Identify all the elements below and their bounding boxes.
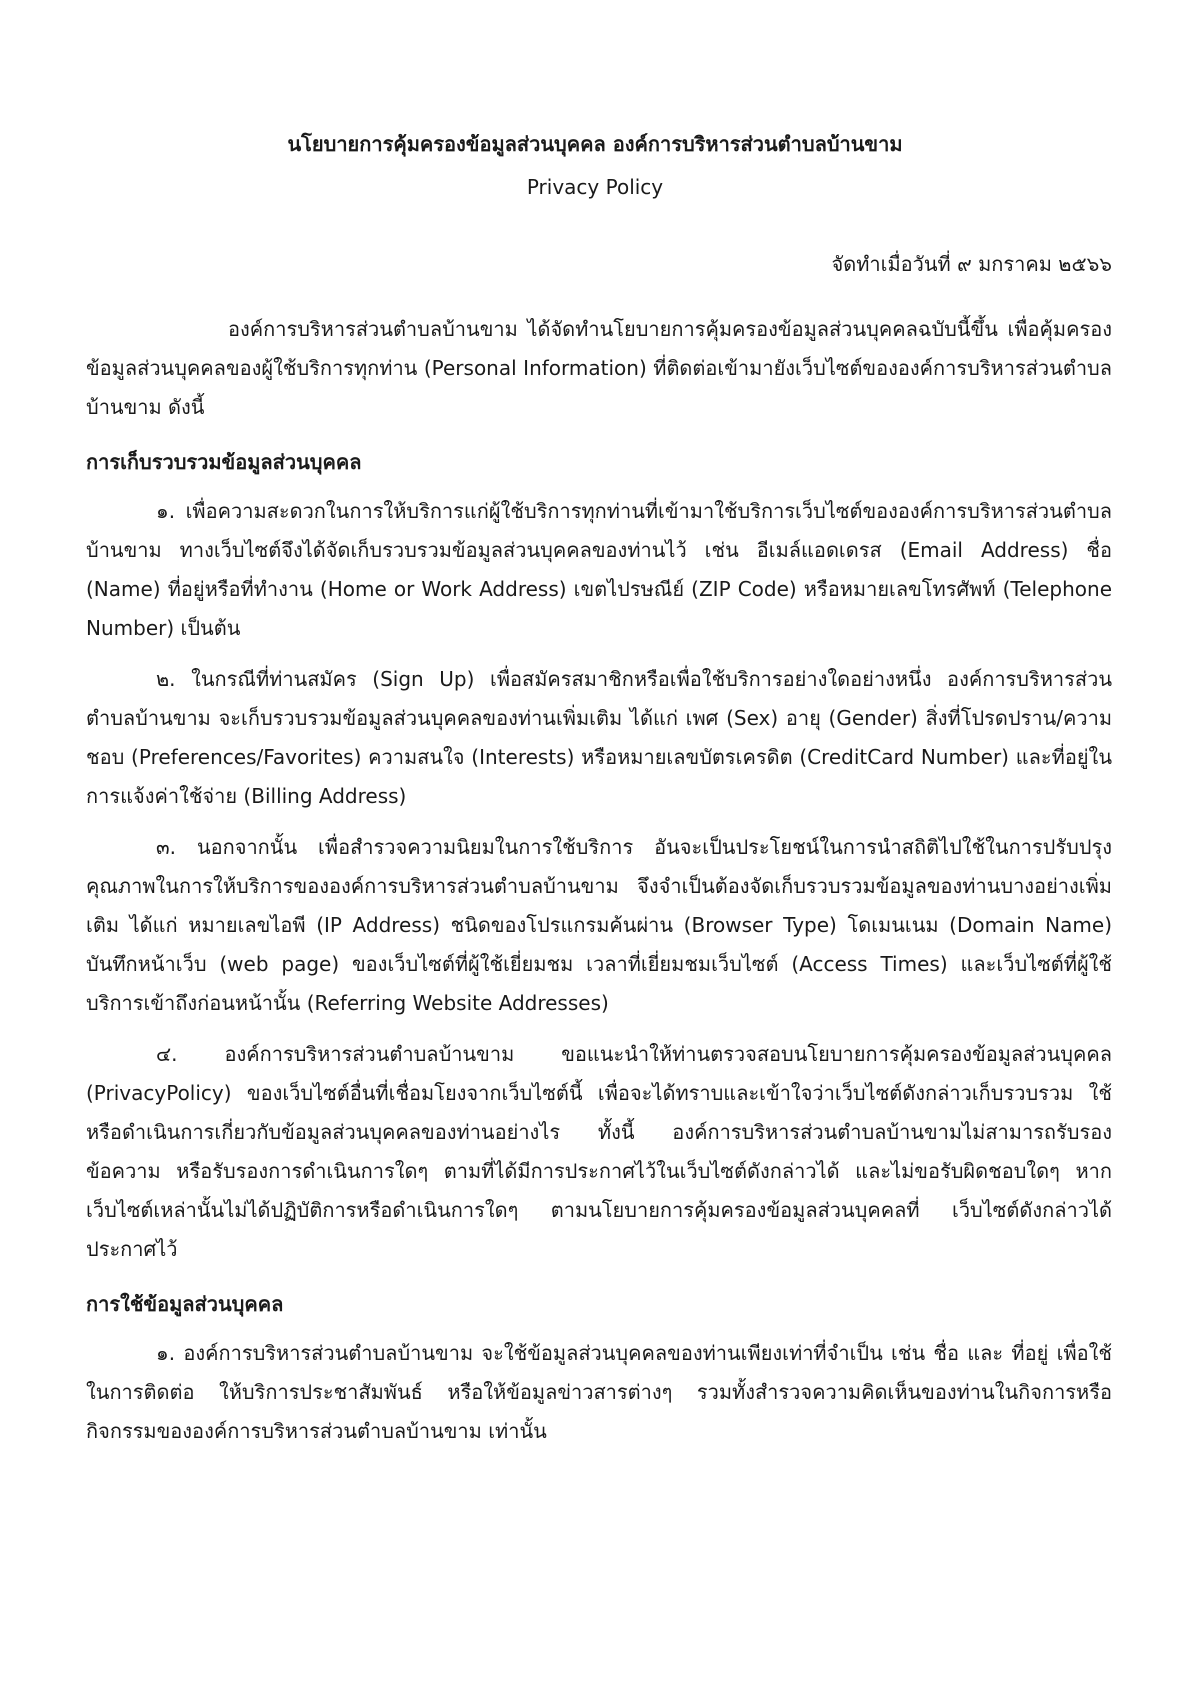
section-heading-usage: การใช้ข้อมูลส่วนบุคคล (86, 1292, 284, 1316)
collection-item-2: ๒. ในกรณีที่ท่านสมัคร (Sign Up) เพื่อสมัครสมาชิกหรือเพื่อใช้บริการอย่างใดอย่างหนึ่ง องค์การบริหารส่วนตำบลบ้านขาม จะเก็บรวบรวมข้อมูลส่วนบุคคลของท่านเพิ่มเติม ได้แก่ เพศ (Sex) อายุ (Gender) สิ่งที่โปรดปราน/ความชอบ (Preferences/Favorites) ความสนใจ (Interests) หรือหมายเลขบัตรเครดิต (CreditCard Number) และที่อยู่ในการแจ้งค่าใช้จ่าย (Billing Address) (86, 667, 1112, 808)
document-date: จัดทำเมื่อวันที่ ๙ มกราคม ๒๕๖๖ (831, 252, 1112, 276)
usage-item-1: ๑. องค์การบริหารส่วนตำบลบ้านขาม จะใช้ข้อมูลส่วนบุคคลของท่านเพียงเท่าที่จำเป็น เช่น ชื่อ และ ที่อยู่ เพื่อใช้ในการติดต่อ ให้บริการประชาสัมพันธ์ หรือให้ข้อมูลข่าวสารต่างๆ รวมทั้งสำรวจความคิดเห็นของท่านในกิจการหรือกิจกรรมขององค์การบริหารส่วนตำบลบ้านขาม เท่านั้น (86, 1341, 1112, 1443)
collection-item-3: ๓. นอกจากนั้น เพื่อสำรวจความนิยมในการใช้บริการ อันจะเป็นประโยชน์ในการนำสถิติไปใช้ในการปรับปรุงคุณภาพในการให้บริการขององค์การบริหารส่วนตำบลบ้านขาม จึงจำเป็นต้องจัดเก็บรวบรวมข้อมูลของท่านบางอย่างเพิ่มเติม ได้แก่ หมายเลขไอพี (IP Address) ชนิดของโปรแกรมค้นผ่าน (Browser Type) โดเมนเนม (Domain Name) บันทึกหน้าเว็บ (web page) ของเว็บไซต์ที่ผู้ใช้เยี่ยมชม เวลาที่เยี่ยมชมเว็บไซต์ (Access Times) และเว็บไซต์ที่ผู้ใช้บริการเข้าถึงก่อนหน้านั้น (Referring Website Addresses) (86, 835, 1112, 1015)
collection-item-4: ๔. องค์การบริหารส่วนตำบลบ้านขาม ขอแนะนำให้ท่านตรวจสอบนโยบายการคุ้มครองข้อมูลส่วนบุคคล (PrivacyPolicy) ของเว็บไซต์อื่นที่เชื่อมโยงจากเว็บไซต์นี้ เพื่อจะได้ทราบและเข้าใจว่าเว็บไซต์ดังกล่าวเก็บรวบรวม ใช้ หรือดำเนินการเกี่ยวกับข้อมูลส่วนบุคคลของท่านอย่างไร ทั้งนี้ องค์การบริหารส่วนตำบลบ้านขามไม่สามารถรับรองข้อความ หรือรับรองการดำเนินการใดๆ ตามที่ได้มีการประกาศไว้ในเว็บไซต์ดังกล่าวได้ และไม่ขอรับผิดชอบใดๆ หากเว็บไซต์เหล่านั้นไม่ได้ปฏิบัติการหรือดำเนินการใดๆ ตามนโยบายการคุ้มครองข้อมูลส่วนบุคคลที่ เว็บไซต์ดังกล่าวได้ประกาศไว้ (86, 1042, 1112, 1261)
collection-item-1: ๑. เพื่อความสะดวกในการให้บริการแก่ผู้ใช้บริการทุกท่านที่เข้ามาใช้บริการเว็บไซต์ขององค์การบริหารส่วนตำบลบ้านขาม ทางเว็บไซต์จึงได้จัดเก็บรวบรวมข้อมูลส่วนบุคคลของท่านไว้ เช่น อีเมล์แอดเดรส (Email Address) ชื่อ (Name) ที่อยู่หรือที่ทำงาน (Home or Work Address) เขตไปรษณีย์ (ZIP Code) หรือหมายเลขโทรศัพท์ (Telephone Number) เป็นต้น (86, 499, 1112, 640)
intro-paragraph: องค์การบริหารส่วนตำบลบ้านขาม ได้จัดทำนโยบายการคุ้มครองข้อมูลส่วนบุคคลฉบับนี้ขึ้น เพื่อคุ้มครองข้อมูลส่วนบุคคลของผู้ใช้บริการทุกท่าน (Personal Information) ที่ติดต่อเข้ามายังเว็บไซต์ขององค์การบริหารส่วนตำบลบ้านขาม ดังนี้ (86, 317, 1112, 419)
document-title: นโยบายการคุ้มครองข้อมูลส่วนบุคคล องค์การบริหารส่วนตำบลบ้านขาม (287, 132, 903, 156)
section-heading-collection: การเก็บรวบรวมข้อมูลส่วนบุคคล (86, 450, 362, 474)
document-body (86, 310, 1112, 1463)
document-subtitle: Privacy Policy (526, 175, 664, 199)
